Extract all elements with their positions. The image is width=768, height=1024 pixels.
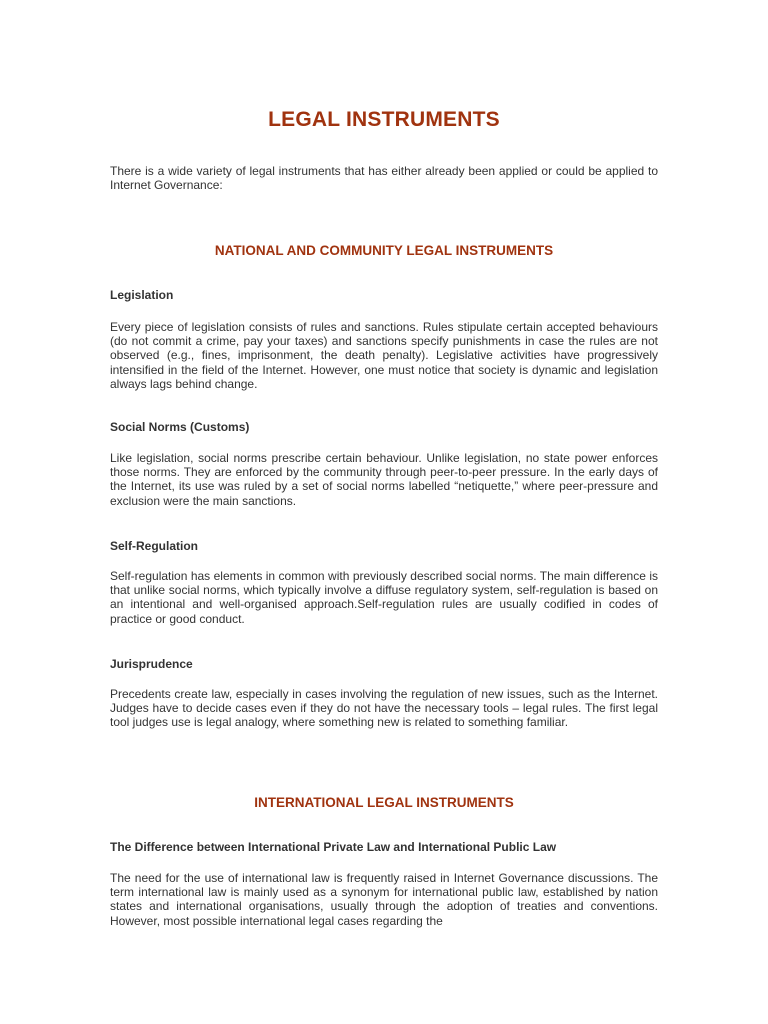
legislation-paragraph: Every piece of legislation consists of rules and sanctions. Rules stipulate certain accepted behaviours (do not commit a crime, pay your taxes) and sanctions specify punishments in case the rules are not observed (e.g., fines, imprisonment, the death penalty). Legislative activities have progressively intensified in the field of the Internet. However, one must notice that society is dynamic and legislation always lags behind change. [110,320,658,391]
international-section-heading: INTERNATIONAL LEGAL INSTRUMENTS [254,795,514,810]
self-regulation-heading: Self-Regulation [110,539,199,553]
social-norms-paragraph: Like legislation, social norms prescribe certain behaviour. Unlike legislation, no state power enforces those norms. They are enforced by the community through peer-to-peer pressure. In the early days of the Internet, its use was ruled by a set of social norms labelled “netiquette,” where peer-pressure and exclusion were the main sanctions. [110,451,658,508]
difference-paragraph: The need for the use of international law is frequently raised in Internet Governance discussions. The term international law is mainly used as a synonym for international public law, established by nation states and international organisations, usually through the adoption of treaties and conventions. However, most possible international legal cases regarding the [110,871,658,928]
legislation-heading: Legislation [110,288,174,302]
document-title: LEGAL INSTRUMENTS [268,108,500,131]
jurisprudence-paragraph: Precedents create law, especially in cases involving the regulation of new issues, such as the Internet. Judges have to decide cases even if they do not have the necessary tools – legal rules. The first legal tool judges use is legal analogy, where something new is related to something familiar. [110,687,658,730]
jurisprudence-heading: Jurisprudence [110,657,193,671]
difference-heading: The Difference between International Private Law and International Public Law [110,840,557,854]
social-norms-heading: Social Norms (Customs) [110,420,250,434]
self-regulation-paragraph: Self-regulation has elements in common with previously described social norms. The main difference is that unlike social norms, which typically involve a diffuse regulatory system, self-regulation is based on an intentional and well-organised approach.Self-regulation rules are usually codified in codes of practice or good conduct. [110,569,658,626]
intro-paragraph: There is a wide variety of legal instruments that has either already been applied or could be applied to Internet Governance: [110,164,658,193]
national-section-heading: NATIONAL AND COMMUNITY LEGAL INSTRUMENTS [214,243,554,258]
